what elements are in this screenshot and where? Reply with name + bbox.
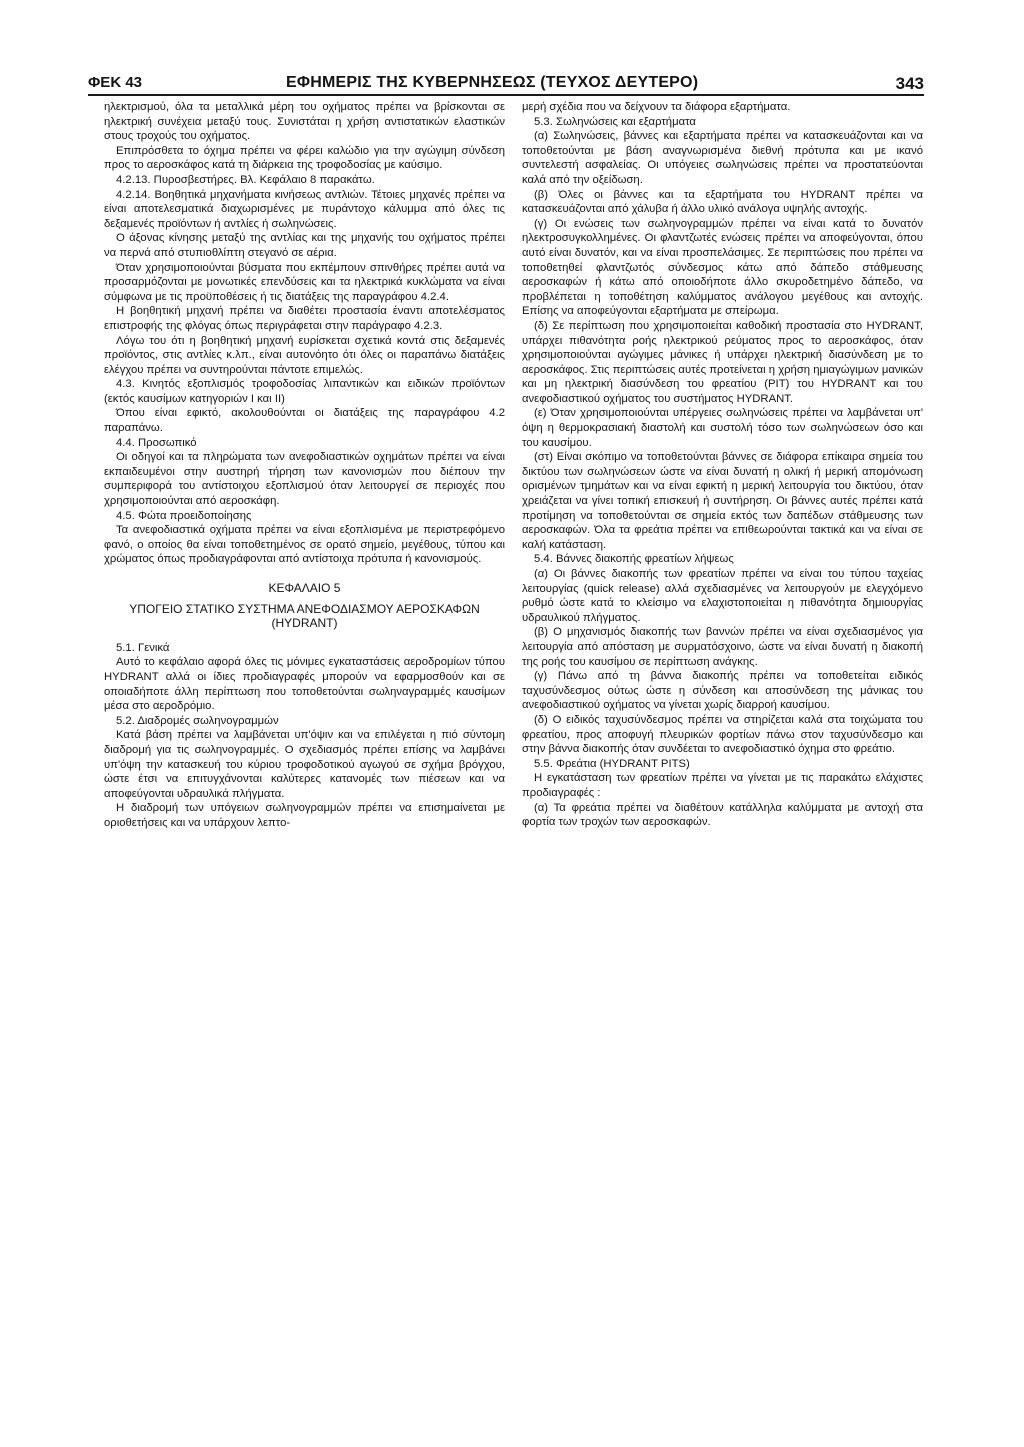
section-heading: 4.4. Προσωπικό [116, 436, 197, 449]
paragraph: Κατά βάση πρέπει να λαμβάνεται υπ'όψιν και να επιλέγεται η πιό σύντομη διαδρομή για τις σωληνογραμμές. Ο σχεδιασμός πρέπει επίσης να λαμβάνει υπ'όψη την κατασκευή του κύριου τροφοδοτικού αγωγού σε σχήμα βρόγχου, ώστε έτσι να επιτυγχάνονται καλύτερες κατανομές των πιέσεων και να αποφεύγονται υδραυλικά πλήγματα. [104, 729, 505, 800]
section-heading: 5.5. Φρεάτια (HYDRANT PITS) [534, 757, 690, 770]
paragraph: (δ) Σε περίπτωση που χρησιμοποιείται καθοδική προστασία στο HYDRANT, υπάρχει πιθανότητα ροής ηλεκτρικού ρεύματος προς το αεροσκάφος, όταν χρησιμοποιούνται αγώγιμες μάνικες ή υπάρχει ηλεκτρική διασύνδεση με το αεροσκάφος. Στις περιπτώσεις αυτές προτείνεται η χρήση ημιαγώγιμων μανικών και μη ηλεκτρική διασύνδεση του φρεατίου (PIT) του HYDRANT και του ανεφοδιαστικού οχήματος του συστήματος HYDRANT. [522, 319, 923, 405]
paragraph: Λόγω του ότι η βοηθητική μηχανή ευρίσκεται σχετικά κοντά στις δεξαμενές προϊόντος, στις αντλίες κ.λπ., είναι αυτονόητο ότι όλες οι παραπάνω διατάξεις ελέγχου πρέπει να συντηρούνται πάντοτε επιμελώς. [104, 334, 505, 376]
paragraph: Επιπρόσθετα το όχημα πρέπει να φέρει καλώδιο για την αγώγιμη σύνδεση προς το αεροσκάφος κατά τη διάρκεια της τροφοδοσίας με καύσιμο. [104, 144, 505, 172]
paragraph: (β) Όλες οι βάννες και τα εξαρτήματα του HYDRANT πρέπει να κατασκευάζονται από χάλυβα ή άλλο υλικό ανάλογα υψηλής αντοχής. [522, 188, 923, 216]
left-column [104, 100, 505, 831]
paragraph: Τα ανεφοδιαστικά οχήματα πρέπει να είναι εξοπλισμένα με περιστρεφόμενο φανό, ο οποίος θα είναι τοποθετημένος σε ορατό σημείο, μεγέθους, τύπου και χρώματος όπως προδιαγράφονται από αντίστοιχα πρότυπα ή κανονισμούς. [104, 524, 505, 566]
paragraph: (α) Σωληνώσεις, βάννες και εξαρτήματα πρέπει να κατασκευάζονται και να τοποθετούνται με βάση αναγνωρισμένα διεθνή πρότυπα και με ικανό συντελεστή ασφαλείας. Οι υπόγειες σωληνώσεις πρέπει να προστατεύονται καλά από την οξείδωση. [522, 130, 923, 186]
section-heading: 4.2.13. Πυροσβεστήρες. Βλ. Κεφάλαιο 8 παρακάτω. [116, 173, 375, 186]
section-heading: 4.5. Φώτα προειδοποίησης [116, 509, 252, 522]
chapter-title: ΥΠΟΓΕΙΟ ΣΤΑΤΙΚΟ ΣΥΣΤΗΜΑ ΑΝΕΦΟΔΙΑΣΜΟΥ ΑΕΡΟΣΚΑΦΩΝ (HYDRANT) [129, 601, 480, 631]
paragraph: (ε) Όταν χρησιμοποιούνται υπέργειες σωληνώσεις πρέπει να λαμβάνεται υπ' όψη η θερμοκρασιακή διαστολή και συστολή τόσο των σωληνώσεων όσο και του καυσίμου. [522, 407, 923, 449]
paragraph: Η εγκατάσταση των φρεατίων πρέπει να γίνεται με τις παρακάτω ελάχιστες προδιαγραφές : [522, 772, 923, 799]
paragraph: (β) Ο μηχανισμός διακοπής των βαννών πρέπει να είναι σχεδιασμένος για λειτουργία από απόσταση με συρματόσχοινο, ώστε να είναι δυνατή η διακοπή της ροής του καυσίμου σε περίπτωση ανάγκης. [522, 626, 923, 668]
paragraph: ηλεκτρισμού, όλα τα μεταλλικά μέρη του οχήματος πρέπει να βρίσκονται σε ηλεκτρική συνέχεια μεταξύ τους. Συνιστάται η χρήση αντιστατικών ελαστικών στους τροχούς του οχήματος. [104, 101, 505, 143]
right-column [522, 100, 923, 830]
paragraph: 4.2.14. Βοηθητικά μηχανήματα κινήσεως αντλιών. Τέτοιες μηχανές πρέπει να είναι αποτελεσματικά διαχωρισμένες με πυράντοχο κάλυμμα από όλες τις δεξαμενές προϊόντων ή αντλίες ή σωληνώσεις. [104, 188, 505, 230]
page-header [88, 74, 924, 96]
paragraph: μερή σχέδια που να δείχνουν τα διάφορα εξαρτήματα. [522, 101, 791, 113]
paragraph: Όπου είναι εφικτό, ακολουθούνται οι διατάξεις της παραγράφου 4.2 παραπάνω. [104, 407, 505, 435]
paragraph: Οι οδηγοί και τα πληρώματα των ανεφοδιαστικών οχημάτων πρέπει να είναι εκπαιδευμένοι στην αυστηρή τήρηση των κανονισμών που διέπουν την συμπεριφορά του αντίστοιχου εξοπλισμού όταν λειτουργεί σε περιοχές που χρησιμοποιούνται από αεροσκάφη. [104, 451, 505, 508]
paragraph: (γ) Πάνω από τη βάννα διακοπής πρέπει να τοποθετείται ειδικός ταχυσύνδεσμος ούτως ώστε η σύνδεση και αποσύνδεση της μάνικας του ανεφοδιαστικού οχήματος να γίνεται χωρίς διαρροή καυσίμου. [522, 670, 923, 712]
paragraph: Η διαδρομή των υπόγειων σωληνογραμμών πρέπει να επισημαίνεται με οριοθετήσεις και να υπάρχουν λεπτο- [104, 802, 505, 829]
paragraph: (στ) Είναι σκόπιμο να τοποθετούνται βάννες σε διάφορα επίκαιρα σημεία του δικτύου των σωληνώσεων ώστε να είναι δυνατή η ολική ή μερική απομόνωση ορισμένων τμημάτων και να είναι εφικτή η μερική λειτουργία του δικτύου, όταν χρειάζεται να γίνει τοπική επισκευή ή συντήρηση. Οι βάννες αυτές πρέπει κατά προτίμηση να τοποθετούνται σε σημεία εκτός των δαπέδων στάθμευσης των αεροσκαφών. Όλα τα φρεάτια πρέπει να επιθεωρούνται τακτικά και να είναι σε καλή κατάσταση. [522, 451, 923, 551]
section-heading: 5.2. Διαδρομές σωληνογραμμών [116, 714, 279, 727]
section-heading: 5.4. Βάννες διακοπής φρεατίων λήψεως [534, 553, 734, 566]
paragraph: (α) Τα φρεάτια πρέπει να διαθέτουν κατάλληλα καλύμματα με αντοχή στα φορτία των τροχών των αεροσκαφών. [522, 801, 923, 829]
gazette-title: ΕΦΗΜΕΡΙΣ ΤΗΣ ΚΥΒΕΡΝΗΣΕΩΣ (ΤΕΥΧΟΣ ΔΕΥΤΕΡΟ) [286, 74, 699, 91]
chapter-heading: ΚΕΦΑΛΑΙΟ 5 [268, 581, 341, 595]
section-heading: 5.3. Σωληνώσεις και εξαρτήματα [534, 115, 696, 128]
page-number: 343 [895, 74, 924, 93]
paragraph: (α) Οι βάννες διακοπής των φρεατίων πρέπει να είναι του τύπου ταχείας λειτουργίας (quick release) αλλά σχεδιασμένες να λειτουργούν με ελεγχόμενο ρυθμό ώστε κατά το κλείσιμο να ελαχιστοποιείται η πιθανότητα δημιουργίας υδραυλικού πλήγματος. [522, 568, 923, 624]
paragraph: (γ) Οι ενώσεις των σωληνογραμμών πρέπει να είναι κατά το δυνατόν ηλεκτροσυγκολλημένες. Οι φλαντζωτές ενώσεις πρέπει να αποφεύγονται, όπου αυτό είναι δυνατόν, και να είναι προσπελάσιμες. Σε περιπτώσεις που πρέπει να τοποθετηθεί φλαντζωτός σύνδεσμος κάτω από δάπεδο στάθμευσης αεροσκαφών ή κάτω από οποιοδήποτε άλλο σκυροδετημένο δάπεδο, να προβλέπεται η τοποθέτηση καλύμματος ανάλογου μεγέθους και αντοχής. Επίσης να αποφεύγονται εξαρτήματα με σπείρωμα. [522, 217, 923, 318]
paragraph: Αυτό το κεφάλαιο αφορά όλες τις μόνιμες εγκαταστάσεις αεροδρομίων τύπου HYDRANT αλλά οι ίδιες προδιαγραφές μπορούν να εφαρμοσθούν και σε οποιαδήποτε άλλη περίπτωση που τοποθετούνται σωληναγραμμές καυσίμων μέσα στο αεροδρόμιο. [104, 656, 505, 713]
section-heading: 5.1. Γενικά [116, 641, 170, 654]
section-heading: 4.3. Κινητός εξοπλισμός τροφοδοσίας λιπαντικών και ειδικών προϊόντων (εκτός καυσίμων κατηγοριών I και II) [104, 378, 505, 405]
paragraph: (δ) Ο ειδικός ταχυσύνδεσμος πρέπει να στηρίζεται καλά στα τοιχώματα του φρεατίου, προς αποφυγή πλευρικών φορτίων πάνω στον ταχυσύνδεσμο και στην βάννα διακοπής όταν συνδέεται το ανεφοδιαστικό όχημα στο φρεάτιο. [522, 713, 923, 756]
header-rule [88, 94, 924, 96]
paragraph: Όταν χρησιμοποιούνται βύσματα που εκπέμπουν σπινθήρες πρέπει αυτά να προσαρμόζονται με μονωτικές επενδύσεις και τα ηλεκτρικά κυκλώματα να είναι σύμφωνα με τις προϋποθέσεις ή τις διατάξεις της παραγράφου 4.2.4. [104, 261, 505, 303]
gazette-reference: ΦΕΚ 43 [88, 74, 143, 91]
paragraph: Ο άξονας κίνησης μεταξύ της αντλίας και της μηχανής του οχήματος πρέπει να περνά από στυπιοθλίπτη στεγανό σε αέρια. [104, 232, 505, 259]
paragraph: Η βοηθητική μηχανή πρέπει να διαθέτει προστασία έναντι αποτελέσματος επιστροφής της φλόγας όπως περιγράφεται στην παράγραφο 4.2.3. [104, 305, 505, 332]
